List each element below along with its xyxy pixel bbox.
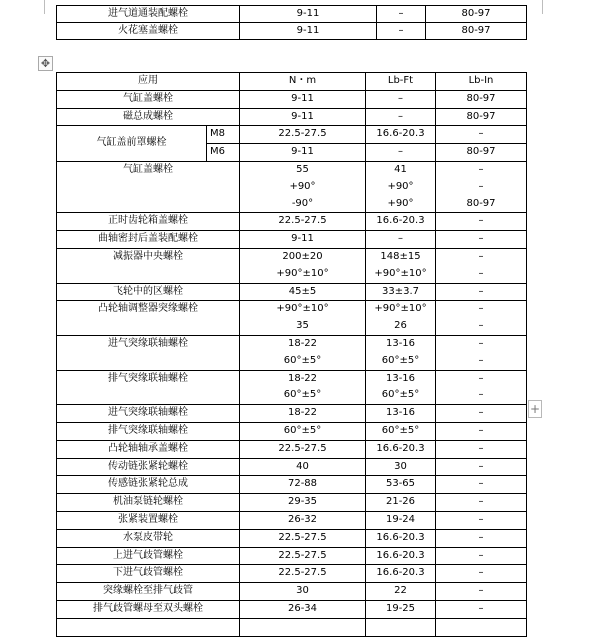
header-cell-nm: N・m (240, 73, 366, 91)
table-cell: 气缸盖螺栓 (57, 161, 240, 212)
table-cell: 减振器中央螺栓 (57, 248, 240, 283)
table-row (57, 405, 527, 423)
table-cell: 26-34 (240, 600, 366, 618)
table-cell: – (366, 108, 436, 126)
table-cell: M6 (207, 144, 240, 162)
table-cell: 机油泵链轮螺栓 (57, 494, 240, 512)
table-row (57, 494, 527, 512)
table-move-handle-icon[interactable]: ✥ (38, 56, 53, 71)
table-row (57, 422, 527, 440)
table-row (57, 583, 527, 601)
table-cell: – – 80-97 (436, 161, 527, 212)
table-cell: 凸轮轴轴承盖螺栓 (57, 440, 240, 458)
table-row (57, 6, 527, 23)
table-cell: 张紧装置螺栓 (57, 511, 240, 529)
table-cell (57, 618, 240, 636)
header-cell-application: 应用 (57, 73, 240, 91)
table-row (57, 618, 527, 636)
table-row (57, 301, 527, 336)
table-cell: – (436, 547, 527, 565)
table-cell: 40 (240, 458, 366, 476)
header-cell-lbin: Lb-In (436, 73, 527, 91)
table-cell: 传感链张紧轮总成 (57, 476, 240, 494)
table-cell: – (436, 529, 527, 547)
table-cell: – (436, 511, 527, 529)
page-margin-line-right (542, 0, 543, 14)
table-cell: 飞轮中的区螺栓 (57, 283, 240, 301)
table-cell: – (436, 600, 527, 618)
page-margin-line-left (44, 0, 45, 14)
table-cell: 30 (240, 583, 366, 601)
table-cell: 气缸盖螺栓 (57, 90, 240, 108)
table-cell: 排气突缘联轴螺栓 (57, 422, 240, 440)
table-cell: 60°±5° (240, 422, 366, 440)
table-row (57, 23, 527, 40)
table-cell (240, 618, 366, 636)
table-cell: 21-26 (366, 494, 436, 512)
table-cell: 磁总成螺栓 (57, 108, 240, 126)
table-cell: 80-97 (426, 6, 527, 23)
table-row (57, 565, 527, 583)
table-cell: 进气道通装配螺栓 (57, 6, 240, 23)
table-cell: 22.5-27.5 (240, 565, 366, 583)
table-cell: 16.6-20.3 (366, 213, 436, 231)
table-cell: 正时齿轮箱盖螺栓 (57, 213, 240, 231)
table-cell: – (436, 440, 527, 458)
table-cell: 排气歧管螺母至双头螺栓 (57, 600, 240, 618)
table-cell: 22 (366, 583, 436, 601)
table-row (57, 511, 527, 529)
table-cell: 41 +90° +90° (366, 161, 436, 212)
table-row (57, 126, 527, 144)
table-cell: 突缘螺栓至排气歧管 (57, 583, 240, 601)
table-cell: 上进气歧管螺栓 (57, 547, 240, 565)
table-cell: – (436, 231, 527, 249)
table-cell: – – (436, 248, 527, 283)
table-row (57, 335, 527, 370)
table-cell: 80-97 (436, 108, 527, 126)
table-cell: 55 +90° -90° (240, 161, 366, 212)
table-cell: 9-11 (240, 231, 366, 249)
table-cell: 16.6-20.3 (366, 547, 436, 565)
table-cell: – (436, 458, 527, 476)
table-cell: – (436, 126, 527, 144)
table-cell: 水泵皮带轮 (57, 529, 240, 547)
table-cell: 16.6-20.3 (366, 440, 436, 458)
table-row (57, 248, 527, 283)
table-cell: 曲轴密封后盖装配螺栓 (57, 231, 240, 249)
table-cell: – (377, 23, 426, 40)
table-cell: – (436, 494, 527, 512)
table-cell: – (436, 565, 527, 583)
table-row (57, 283, 527, 301)
table-cell: 13-16 60°±5° (366, 335, 436, 370)
table-cell: 下进气歧管螺栓 (57, 565, 240, 583)
table-cell: 进气突缘联轴螺栓 (57, 335, 240, 370)
table-cell: 9-11 (240, 23, 377, 40)
table-cell: 气缸盖前罩螺栓 (57, 126, 207, 162)
table-cell (436, 618, 527, 636)
table-cell: – (436, 213, 527, 231)
top-torque-table (56, 5, 527, 40)
table-row (57, 108, 527, 126)
table-cell: 200±20 +90°±10° (240, 248, 366, 283)
table-cell: 80-97 (426, 23, 527, 40)
table-cell: 22.5-27.5 (240, 213, 366, 231)
table-cell: 33±3.7 (366, 283, 436, 301)
table-cell: +90°±10° 35 (240, 301, 366, 336)
table-cell (366, 618, 436, 636)
table-cell: – (436, 583, 527, 601)
table-cell: 80-97 (436, 144, 527, 162)
table-cell: – (366, 144, 436, 162)
table-cell: 30 (366, 458, 436, 476)
table-header-row (57, 73, 527, 91)
table-cell: – (436, 422, 527, 440)
table-cell: 13-16 60°±5° (366, 370, 436, 405)
table-cell: – (377, 6, 426, 23)
table-cell: 排气突缘联轴螺栓 (57, 370, 240, 405)
table-row (57, 476, 527, 494)
table-cell: 53-65 (366, 476, 436, 494)
table-cell: 26-32 (240, 511, 366, 529)
table-row (57, 370, 527, 405)
table-row (57, 458, 527, 476)
table-cell: – – (436, 301, 527, 336)
table-cell: 18-22 60°±5° (240, 370, 366, 405)
table-cell: 9-11 (240, 144, 366, 162)
table-cell: 22.5-27.5 (240, 440, 366, 458)
table-cell: 16.6-20.3 (366, 565, 436, 583)
table-row (57, 213, 527, 231)
table-cell: 22.5-27.5 (240, 126, 366, 144)
table-cell: 45±5 (240, 283, 366, 301)
table-cell: 18-22 (240, 405, 366, 423)
table-cell: 22.5-27.5 (240, 529, 366, 547)
table-cell: 火花塞盖螺栓 (57, 23, 240, 40)
table-cell: 16.6-20.3 (366, 529, 436, 547)
add-column-button[interactable]: + (529, 402, 541, 416)
table-cell: M8 (207, 126, 240, 144)
table-cell: 进气突缘联轴螺栓 (57, 405, 240, 423)
table-cell: – (436, 283, 527, 301)
table-cell: 9-11 (240, 90, 366, 108)
table-cell: 凸轮轴调整器突缘螺栓 (57, 301, 240, 336)
torque-spec-table (56, 72, 527, 637)
table-row (57, 600, 527, 618)
table-row (57, 529, 527, 547)
table-cell: 19-25 (366, 600, 436, 618)
header-cell-lbft: Lb-Ft (366, 73, 436, 91)
table-cell: 9-11 (240, 108, 366, 126)
table-cell: 13-16 (366, 405, 436, 423)
table-cell: – (436, 405, 527, 423)
table-row (57, 547, 527, 565)
table-cell: +90°±10° 26 (366, 301, 436, 336)
table-cell: – – (436, 335, 527, 370)
table-cell: – (436, 476, 527, 494)
table-cell: 传动链张紧轮螺栓 (57, 458, 240, 476)
table-cell: 60°±5° (366, 422, 436, 440)
table-cell: – (366, 231, 436, 249)
table-cell: 80-97 (436, 90, 527, 108)
table-row (57, 90, 527, 108)
table-cell: 148±15 +90°±10° (366, 248, 436, 283)
table-cell: 18-22 60°±5° (240, 335, 366, 370)
table-row (57, 440, 527, 458)
table-cell: – (366, 90, 436, 108)
table-cell: 9-11 (240, 6, 377, 23)
table-row (57, 231, 527, 249)
table-cell: – – (436, 370, 527, 405)
table-cell: 19-24 (366, 511, 436, 529)
table-cell: 22.5-27.5 (240, 547, 366, 565)
table-row (57, 161, 527, 212)
table-cell: 16.6-20.3 (366, 126, 436, 144)
table-cell: 29-35 (240, 494, 366, 512)
table-cell: 72-88 (240, 476, 366, 494)
